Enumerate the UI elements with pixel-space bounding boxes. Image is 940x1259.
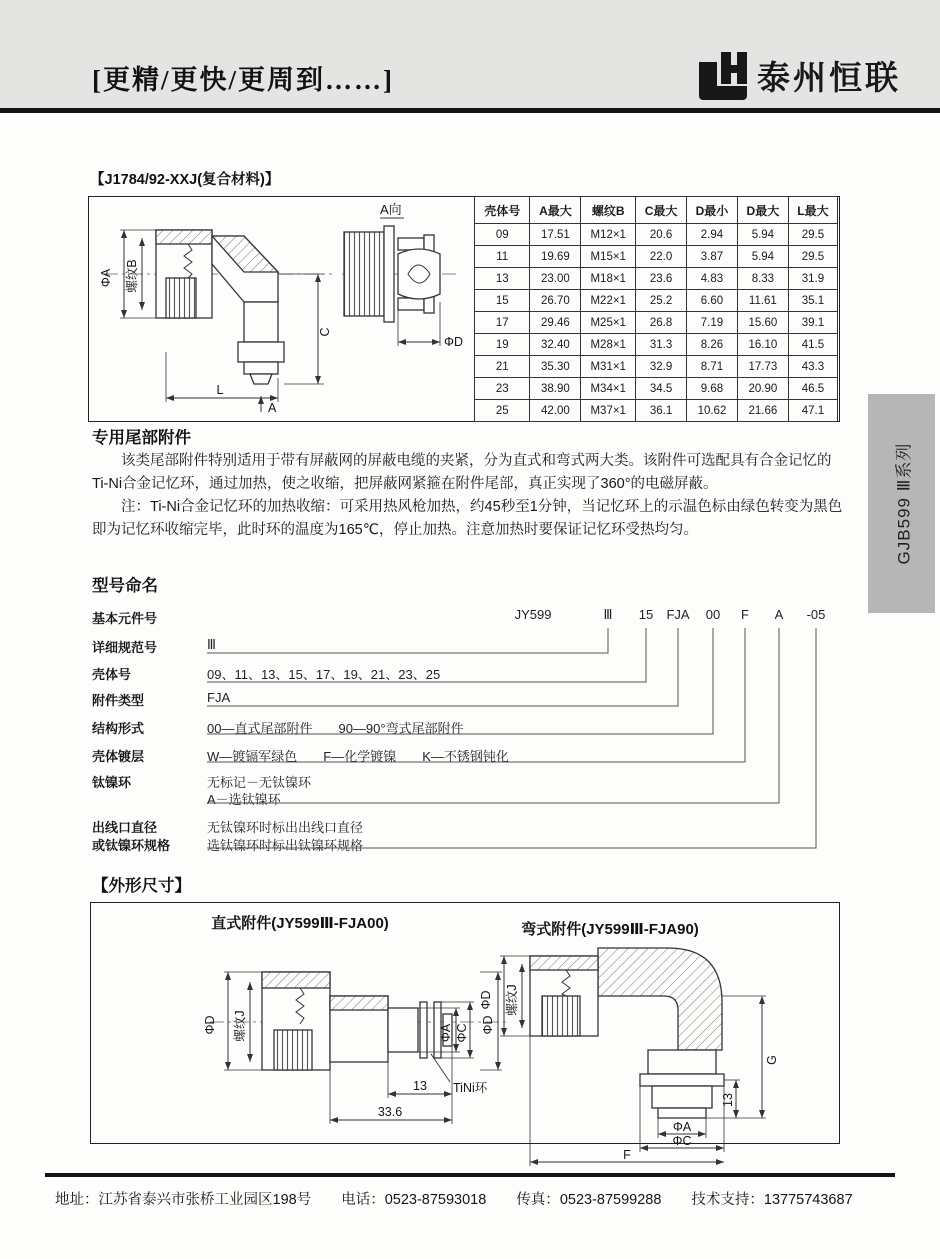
table-cell: 29.5	[788, 224, 837, 246]
dim-l-label: L	[216, 383, 224, 397]
table-row	[475, 400, 838, 422]
product-title: 【J1784/92-XXJ(复合材料)】	[90, 172, 280, 188]
tail-section-title: 专用尾部附件	[92, 429, 191, 447]
st-phiC-label: ΦC	[455, 1023, 469, 1043]
naming-code: FJA	[666, 607, 690, 622]
table-cell: 16.10	[737, 334, 788, 356]
naming-row-value: FJA	[207, 690, 231, 705]
naming-row-label: 壳体号	[92, 667, 132, 682]
table-header-cell: 壳体号	[475, 197, 530, 224]
table-cell: 23.00	[530, 268, 581, 290]
table-cell: 25	[475, 400, 530, 422]
naming-row-value2: 选钛镍环时标出钛镍环规格	[207, 838, 364, 853]
lh-logo-icon	[695, 50, 749, 100]
naming-row-label: 结构形式	[92, 721, 145, 736]
series-side-tab	[868, 394, 935, 613]
naming-code: Ⅲ	[603, 607, 613, 622]
table-cell: 23.6	[636, 268, 687, 290]
table-cell: 35.1	[788, 290, 837, 312]
bt-threadJ-label: 螺纹J	[505, 984, 519, 1016]
st-phiA-label: ΦA	[439, 1023, 453, 1043]
bent-title: 弯式附件(JY599Ⅲ-FJA90)	[521, 921, 699, 938]
naming-code: -05	[806, 607, 826, 622]
table-cell: 8.71	[687, 356, 738, 378]
table-cell: 17	[475, 312, 530, 334]
tail-paragraph-2: 注：Ti-Ni合金记忆环的加热收缩：可采用热风枪加热，约45秒至1分钟，当记忆环上的示温色标由绿色转变为黑色即为记忆环收缩完毕，此时环的温度为165℃，停止加热。注意加热时要保证记忆环受热均匀。	[92, 499, 843, 538]
naming-row-label: 详细规范号	[92, 640, 158, 655]
naming-section-title: 型号命名	[92, 577, 158, 595]
table-cell: 31.3	[636, 334, 687, 356]
shell-size-table	[474, 196, 838, 422]
table-cell: M31×1	[581, 356, 636, 378]
naming-connector-lines	[88, 600, 838, 870]
table-cell: 11	[475, 246, 530, 268]
table-header-cell: D最小	[687, 197, 738, 224]
bt-phiC-label: ΦC	[672, 1134, 692, 1148]
naming-row-value: W—镀镉军绿色 F—化学镀镍 K—不锈钢钝化	[207, 749, 509, 764]
table-cell: 39.1	[788, 312, 837, 334]
st-336-label: 33.6	[377, 1105, 403, 1119]
tail-paragraph-1: 该类尾部附件特别适用于带有屏蔽网的屏蔽电缆的夹紧，分为直式和弯式两大类。该附件可选配具有合金记忆的Ti-Ni合金记忆环，通过加热，使之收缩，把屏蔽网紧箍在附件尾部，真正实现了360°的电磁屏蔽。	[92, 453, 832, 492]
table-cell: 43.3	[788, 356, 837, 378]
view-a-label: A向	[380, 202, 402, 217]
table-cell: 38.90	[530, 378, 581, 400]
st-13-label: 13	[413, 1079, 427, 1093]
table-row	[475, 356, 838, 378]
table-row	[475, 246, 838, 268]
table-header-cell: A最大	[530, 197, 581, 224]
footer	[55, 1188, 915, 1209]
table-cell: M25×1	[581, 312, 636, 334]
table-cell: M37×1	[581, 400, 636, 422]
naming-row-label: 钛镍环	[92, 775, 132, 790]
table-cell: 31.9	[788, 268, 837, 290]
bt-phiA-label: ΦA	[672, 1120, 692, 1134]
footer-fax: 传真：0523-87599288	[516, 1192, 662, 1208]
table-cell: 26.8	[636, 312, 687, 334]
table-cell: 29.5	[788, 246, 837, 268]
table-row	[475, 312, 838, 334]
connector-drawing	[92, 202, 467, 414]
table-row	[475, 224, 838, 246]
footer-divider	[45, 1173, 895, 1177]
naming-code: F	[741, 607, 749, 622]
table-cell: 3.87	[687, 246, 738, 268]
naming-row-label2: 或钛镍环规格	[92, 838, 171, 853]
table-cell: M18×1	[581, 268, 636, 290]
table-cell: 09	[475, 224, 530, 246]
table-cell: 15.60	[737, 312, 788, 334]
naming-row-value: 无钛镍环时标出出线口直径	[207, 820, 364, 835]
table-cell: M12×1	[581, 224, 636, 246]
table-header-cell: 螺纹B	[581, 197, 636, 224]
table-cell: 23	[475, 378, 530, 400]
table-cell: 17.51	[530, 224, 581, 246]
brand-logo	[695, 50, 901, 100]
naming-row-value: 无标记－无钛镍环	[207, 775, 312, 790]
naming-code: A	[774, 607, 784, 622]
table-cell: 8.26	[687, 334, 738, 356]
table-cell: 21	[475, 356, 530, 378]
naming-row-label: 出线口直径	[92, 820, 158, 835]
table-header-cell: D最大	[737, 197, 788, 224]
table-cell: 29.46	[530, 312, 581, 334]
table-cell: 11.61	[737, 290, 788, 312]
table-cell: 10.62	[687, 400, 738, 422]
bt-F-label: F	[623, 1148, 631, 1162]
series-side-tab-label: GJB599 Ⅲ系列	[894, 442, 913, 565]
header-slogan: [更精/更快/更周到……]	[92, 65, 394, 95]
naming-row-label: 壳体镀层	[92, 749, 145, 764]
table-cell: 2.94	[687, 224, 738, 246]
table-cell: 5.94	[737, 246, 788, 268]
table-cell: 46.5	[788, 378, 837, 400]
naming-row-value: 09、11、13、15、17、19、21、23、25	[207, 667, 441, 682]
table-row	[475, 290, 838, 312]
straight-accessory-drawing	[150, 934, 510, 1139]
table-cell: 32.40	[530, 334, 581, 356]
table-cell: 13	[475, 268, 530, 290]
table-cell: 9.68	[687, 378, 738, 400]
shell-table-body	[475, 224, 838, 422]
footer-phone: 电话：0523-87593018	[341, 1192, 487, 1208]
tail-section-text	[92, 450, 844, 542]
footer-address: 地址：江苏省泰兴市张桥工业园区198号	[55, 1192, 312, 1208]
table-cell: 21.66	[737, 400, 788, 422]
table-cell: 36.1	[636, 400, 687, 422]
footer-support: 技术支持：13775743687	[691, 1192, 853, 1208]
naming-code: 00	[705, 607, 721, 622]
table-cell: 20.6	[636, 224, 687, 246]
dim-phiA-label: ΦA	[99, 268, 113, 288]
straight-title: 直式附件(JY599Ⅲ-FJA00)	[211, 915, 389, 932]
naming-row-value2: A－选钛镍环	[207, 792, 281, 807]
st-threadJ-label: 螺纹J	[233, 1010, 247, 1042]
table-row	[475, 268, 838, 290]
table-cell: 17.73	[737, 356, 788, 378]
table-cell: 7.19	[687, 312, 738, 334]
bt-phiD-label: ΦD	[479, 990, 493, 1010]
table-row	[475, 378, 838, 400]
naming-row-value: Ⅲ	[207, 637, 216, 652]
table-cell: 15	[475, 290, 530, 312]
st-tini-label: TiNi环	[453, 1081, 488, 1095]
dim-threadB-label: 螺纹B	[125, 259, 139, 293]
naming-row-label: 附件类型	[92, 693, 145, 708]
table-cell: M28×1	[581, 334, 636, 356]
table-header-row	[475, 197, 838, 224]
naming-code: 15	[638, 607, 654, 622]
naming-row-label: 基本元件号	[92, 611, 158, 626]
table-cell: M34×1	[581, 378, 636, 400]
table-cell: 25.2	[636, 290, 687, 312]
table-cell: 8.33	[737, 268, 788, 290]
table-row	[475, 334, 838, 356]
dims-section-title: 【外形尺寸】	[92, 877, 191, 895]
dim-phiD-label: ΦD	[444, 335, 464, 349]
table-cell: 19	[475, 334, 530, 356]
table-cell: 5.94	[737, 224, 788, 246]
st-phiD-right-label: ΦD	[481, 1015, 495, 1035]
table-cell: 34.5	[636, 378, 687, 400]
bt-G-label: G	[765, 1055, 779, 1065]
table-cell: 6.60	[687, 290, 738, 312]
table-cell: M15×1	[581, 246, 636, 268]
table-cell: 26.70	[530, 290, 581, 312]
table-cell: 22.0	[636, 246, 687, 268]
st-phiD-left-label: ΦD	[203, 1015, 217, 1035]
table-cell: 32.9	[636, 356, 687, 378]
naming-row-value: 00—直式尾部附件 90—90°弯式尾部附件	[207, 721, 464, 736]
brand-name: 泰州恒联	[757, 58, 901, 96]
table-header-cell: C最大	[636, 197, 687, 224]
table-cell: 4.83	[687, 268, 738, 290]
naming-code: JY599	[514, 607, 552, 622]
table-cell: 42.00	[530, 400, 581, 422]
table-header-cell: L最大	[788, 197, 837, 224]
table-cell: 20.90	[737, 378, 788, 400]
table-cell: 19.69	[530, 246, 581, 268]
bent-accessory-drawing	[470, 938, 800, 1168]
table-cell: 41.5	[788, 334, 837, 356]
table-cell: M22×1	[581, 290, 636, 312]
table-cell: 35.30	[530, 356, 581, 378]
dim-c-label: C	[318, 327, 332, 337]
bt-13-label: 13	[721, 1093, 735, 1107]
table-cell: 47.1	[788, 400, 837, 422]
shell-table-head	[475, 197, 838, 224]
dim-a-label: A	[268, 401, 277, 415]
